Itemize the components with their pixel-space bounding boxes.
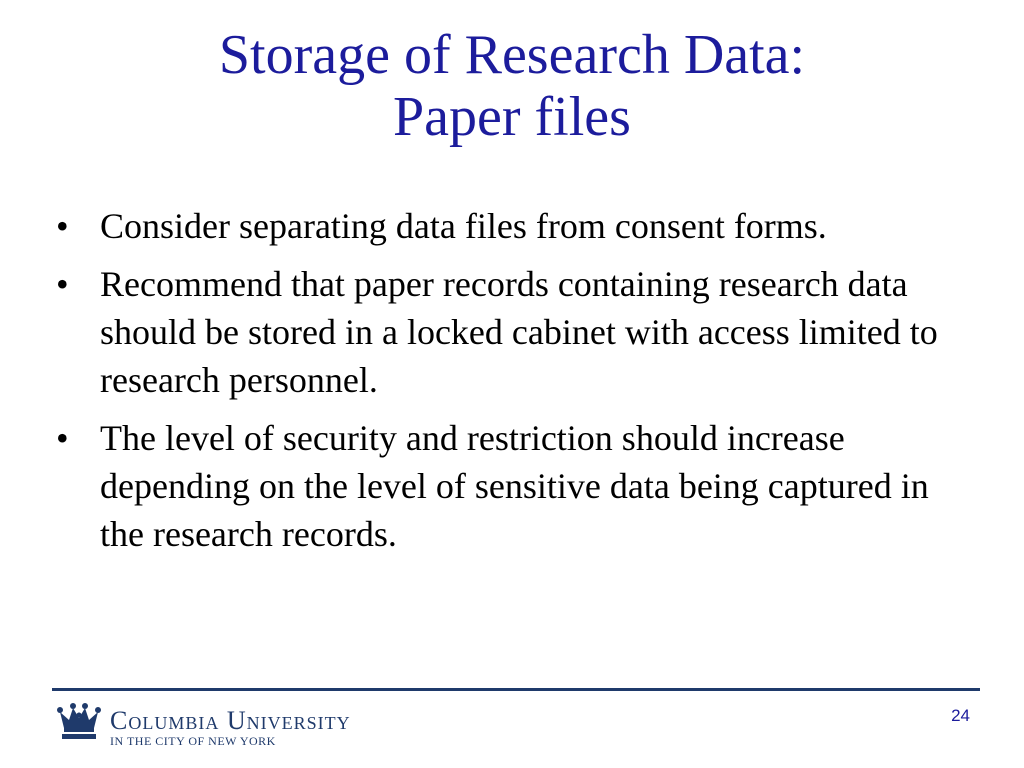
page-number: 24 [951, 706, 970, 725]
bullet-text: Recommend that paper records containing research data should be stored in a locked cabinet with access limited to research personnel. [100, 264, 938, 400]
title-line-1: Storage of Research Data: [218, 24, 806, 86]
bullet-list [56, 202, 976, 568]
list-item [56, 260, 976, 404]
bullet-text: Consider separating data files from consent forms. [100, 206, 827, 246]
bullet-icon: • [56, 206, 69, 246]
list-item [56, 202, 976, 250]
columbia-logo [56, 700, 436, 752]
bullet-icon: • [56, 264, 69, 304]
crown-icon [56, 702, 102, 742]
logo-subtitle: IN THE CITY OF NEW YORK [110, 734, 276, 748]
logo-name: Columbia University [110, 706, 351, 735]
bullet-icon: • [56, 418, 69, 458]
title-line-2: Paper files [393, 86, 631, 148]
slide-title [0, 24, 1024, 148]
bullet-text: The level of security and restriction should increase depending on the level of sensitive data being captured in the research records. [100, 418, 929, 554]
footer-divider [52, 688, 980, 691]
list-item [56, 414, 976, 558]
